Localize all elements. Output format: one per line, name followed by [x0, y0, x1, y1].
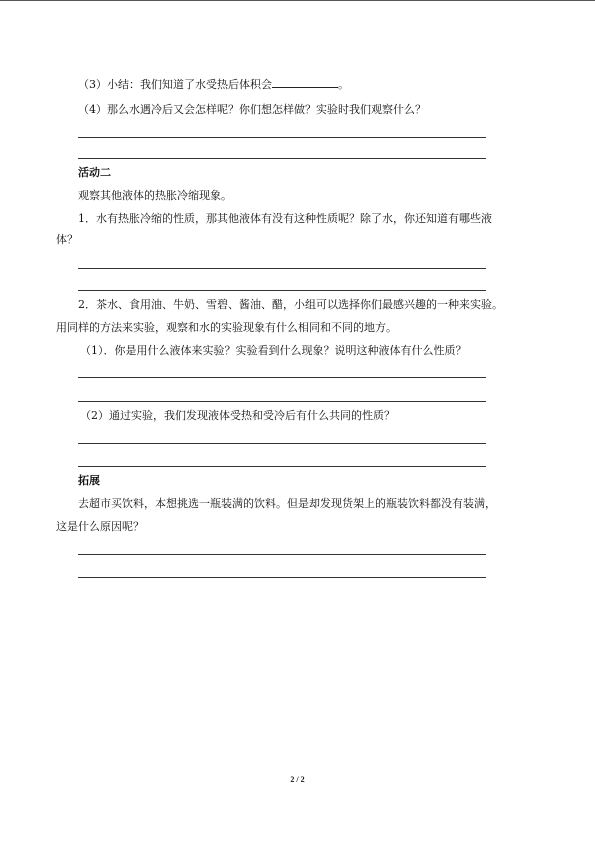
answer-line[interactable] — [78, 466, 486, 467]
activity-2-sub-question-1: （1）．你是用什么液体来实验？实验看到什么现象？说明这种液体有什么性质？ — [80, 344, 467, 357]
extension-question: 去超市买饮料，本想挑选一瓶装满的饮料。但是却发现货架上的瓶装饮料都没有装满， — [78, 497, 496, 510]
activity-2-question-2-cont: 用同样的方法来实验，观察和水的实验现象有什么相同和不同的地方。 — [56, 321, 397, 334]
activity-2-question-2: 2．茶水、食用油、牛奶、雪碧、酱油、醋，小组可以选择你们最感兴趣的一种来实验。 — [78, 298, 503, 311]
answer-line[interactable] — [78, 443, 486, 444]
fill-in-blank[interactable] — [272, 77, 338, 88]
activity-2-intro: 观察其他液体的热胀冷缩现象。 — [78, 189, 232, 202]
answer-line[interactable] — [78, 554, 486, 555]
answer-line[interactable] — [78, 290, 486, 291]
question-3-suffix: 。 — [338, 78, 349, 91]
extension-question-cont: 这是什么原因呢？ — [56, 520, 144, 533]
activity-2-sub-question-2: （2）通过实验，我们发现液体受热和受冷后有什么共同的性质？ — [80, 409, 395, 422]
activity-2-question-1-cont: 体？ — [56, 233, 78, 246]
answer-line[interactable] — [78, 158, 486, 159]
answer-line[interactable] — [78, 377, 486, 378]
answer-line[interactable] — [78, 401, 486, 402]
answer-line[interactable] — [78, 268, 486, 269]
answer-line[interactable] — [78, 577, 486, 578]
activity-2-question-1: 1．水有热胀冷缩的性质，那其他液体有没有这种性质呢？除了水，你还知道有哪些液 — [78, 212, 492, 225]
question-3-text: （3）小结：我们知道了水受热后体积会 — [78, 78, 272, 91]
question-4: （4）那么水遇冷后又会怎样呢？你们想怎样做？实验时我们观察什么？ — [78, 103, 426, 116]
section-heading-activity-2: 活动二 — [78, 166, 111, 179]
question-3 — [78, 77, 349, 92]
page-number: 2 / 2 — [290, 775, 305, 784]
answer-line[interactable] — [78, 137, 486, 138]
section-heading-extension: 拓展 — [78, 474, 100, 487]
